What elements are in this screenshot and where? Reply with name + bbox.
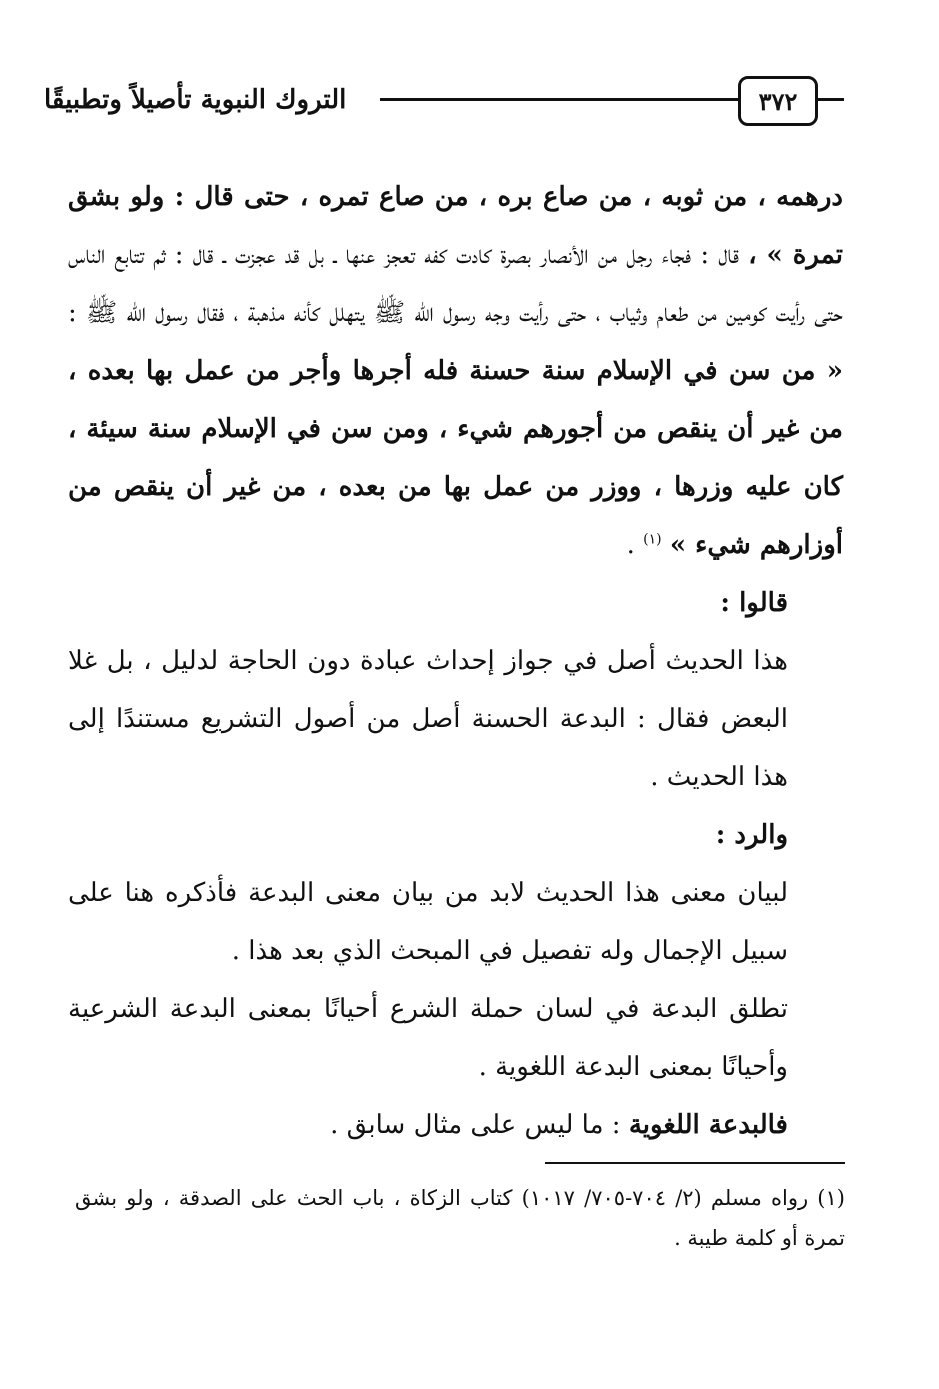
paragraph-hadith <box>68 168 843 574</box>
definition-linguistic-bidah: : ما ليس على مثال سابق . <box>330 1110 629 1140</box>
page-header <box>0 72 939 142</box>
hadith-text-main: « من سن في الإسلام سنة حسنة فله أجرها وأجر من عمل بها بعده ، من غير أن ينقص من أجورهم شيء ، ومن سن في الإسلام سنة سيئة ، كان عليه وزرها ، ووزر من عمل بها من بعده ، من غير أن ينقص من أوزارهم شيء » <box>68 356 843 560</box>
hadith-text-start: درهمه ، من ثوبه ، من صاع بره ، من صاع تمره ، حتى قال : ولو بشق تمرة » ، <box>68 182 844 270</box>
main-text <box>68 168 843 1154</box>
paragraph-claim: هذا الحديث أصل في جواز إحداث عبادة دون الحاجة لدليل ، بل غلا البعض فقال : البدعة الحسنة أصل من أصول التشريع مستندًا إلى هذا الحديث . <box>68 646 788 792</box>
paragraph-bidah-usage: تطلق البدعة في لسان حملة الشرع أحيانًا بمعنى البدعة الشرعية وأحيانًا بمعنى البدعة اللغوية . <box>68 994 788 1082</box>
paragraph-response: لبيان معنى هذا الحديث لابد من بيان معنى البدعة فأذكره هنا على سبيل الإجمال وله تفصيل في المبحث الذي بعد هذا . <box>68 878 788 966</box>
footnote <box>75 1178 845 1258</box>
narration-text: قال : فجاء رجل من الأنصار بصرة كادت كفه تعجز عنها ـ بل قد عجزت ـ قال : ثم تتابع الناس حتى رأيت كومين من طعام وثياب ، حتى رأيت وجه رسول الله ﷺ يتهلل كأنه مذهبة ، فقال رسول الله ﷺ : <box>68 240 843 328</box>
footnote-marker: (١) <box>643 531 662 548</box>
term-linguistic-bidah: فالبدعة اللغوية <box>628 1110 788 1140</box>
header-rule-right <box>818 98 844 101</box>
heading-radd: والرد : <box>715 820 788 850</box>
book-title: التروك النبوية تأصيلاً وتطبيقًا <box>44 85 347 115</box>
heading-qalu: قالوا : <box>720 588 788 618</box>
paragraph-end: . <box>626 530 644 560</box>
paragraph-linguistic-bidah <box>68 1096 843 1154</box>
page-number: ٣٧٢ <box>738 76 818 126</box>
footnote-text: (١) رواه مسلم (٢/ ٧٠٤-٧٠٥/ ١٠١٧) كتاب الزكاة ، باب الحث على الصدقة ، ولو بشق تمرة أو كلمة طيبة . <box>75 1186 845 1250</box>
header-rule-left <box>380 98 738 101</box>
footnote-separator <box>545 1162 845 1164</box>
